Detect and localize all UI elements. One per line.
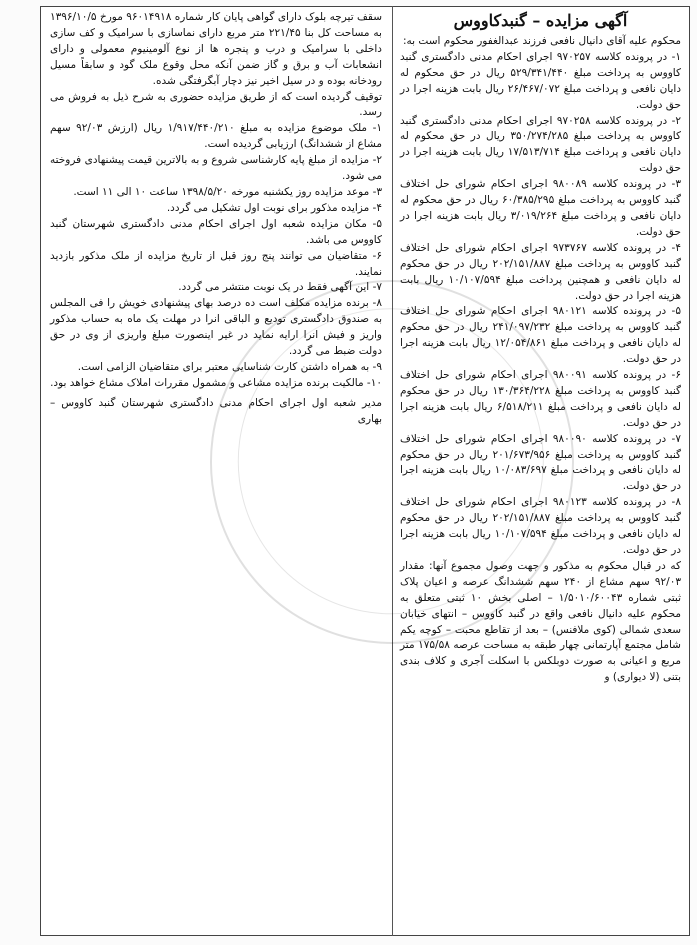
case-item-6: ۶- در پرونده کلاسه ۹۸۰۰۹۱ اجرای احکام شورای حل اختلاف گنبد کاووس به پرداخت مبلغ ۱۳۰/۳۶۴/۲۲۸ ریال در حق محکوم له دایان نافعی و پرداخت مبلغ ۶/۵۱۸/۲۱۱ ریال بابت هزینه اجرا در حق دولت.	[400, 369, 682, 429]
condition-3: ۳- موعد مزایده روز یکشنبه مورخه ۱۳۹۸/۵/۲۰ ساعت ۱۰ الی ۱۱ است.	[73, 185, 382, 198]
condition-10: ۱۰- مالکیت برنده مزایده مشاعی و مشمول مقررات املاک مشاع خواهد بود.	[50, 376, 382, 389]
property-description-continued: سقف تیرچه بلوک دارای گواهی پایان کار شماره ۹۶۰۱۴۹۱۸ مورخ ۱۳۹۶/۱۰/۵ به مساحت کل بنا ۲۲۱/۴۵ متر مربع دارای نماسازی با سرامیک و کف سازی داخلی با سرامیک و درب و پنجره ها از نوع آلومینیوم معمولی و دارای انشعابات آب و برق و گاز ضمن آنکه محل وقوع ملک گود و سابقاً مسیل رودخانه بوده و در سیل اخیر نیز دچار آبگرفتگی شده.	[50, 11, 382, 87]
column-divider	[392, 6, 393, 936]
condition-6: ۶- متقاضیان می توانند پنج روز قبل از تاریخ مزایده از ملک مذکور بازدید نمایند.	[50, 249, 382, 278]
case-item-1: ۱- در پرونده کلاسه ۹۷۰۲۵۷ اجرای احکام مدنی دادگستری گنبد کاووس به پرداخت مبلغ ۵۲۹/۳۴۱/۴۴۰ ریال در حق محکوم له دایان نافعی و پرداخت مبلغ ۲۶/۴۶۷/۰۷۲ ریال بابت هزینه اجرا در حق دولت.	[400, 50, 681, 111]
property-description: که در قبال محکوم به مذکور و جهت وصول مجموع آنها: مقدار ۹۲/۰۳ سهم مشاع از ۲۴۰ سهم ششدانگ عرصه و اعیان پلاک ثبتی شماره ۱/۵۰۱۰/۶۰۰۴۳ – اصلی بخش ۱۰ ثبتی متعلق به محکوم علیه دانیال نافعی واقع در گنبد کاووس – انتهای خیابان سعدی شمالی (کوی ملافنس) – بعد از تقاطع محبت – کوچه یکم شامل مجتمع آپارتمانی چهار طبقه به مساحت عرصه ۱۷۵/۵۸ متر مربع و اعیانی به صورت دوبلکس با اسکلت آجری و کلاف بندی بتنی (لا دیواری) و	[400, 559, 682, 684]
case-item-7: ۷- در پرونده کلاسه ۹۸۰۰۹۰ اجرای احکام شورای حل اختلاف گنبد کاووس به پرداخت مبلغ ۲۰۱/۶۷۳/۹۵۶ ریال در حق محکوم له دایان نافعی و پرداخت مبلغ ۱۰/۰۸۳/۶۹۷ ریال بابت هزینه اجرا در حق دولت.	[400, 432, 681, 493]
condition-8: ۸- برنده مزایده مکلف است ده درصد بهای پیشنهادی خویش را فی المجلس به صندوق دادگستری تودیع و الباقی انرا در مهلت یک ماه به حساب مذکور واریز و فیش انرا ارایه نماید در غیر اینصورت مبلغ واریزی از وی در حق دولت ضبط می گردد.	[50, 297, 382, 358]
right-column	[398, 10, 683, 935]
seizure-statement: توقیف گردیده است که از طریق مزایده حضوری به شرح ذیل به فروش می رسد.	[50, 90, 382, 119]
intro-paragraph: محکوم علیه آقای دانیال نافعی فرزند عبدالغفور محکوم است به:	[402, 35, 681, 47]
case-item-4: ۴- در پرونده کلاسه ۹۷۳۷۶۷ اجرای احکام شورای حل اختلاف گنبد کاووس به پرداخت مبلغ ۲۰۲/۱۵۱/۸۸۷ ریال در حق محکوم له دایان نافعی و همچنین پرداخت مبلغ ۱۰/۱۰۷/۵۹۴ ریال بابت هزینه اجرا در حق دولت.	[400, 241, 681, 302]
signature: مدیر شعبه اول اجرای احکام مدنی دادگستری شهرستان گنبد کاووس – بهاری	[50, 396, 382, 425]
left-column	[48, 10, 384, 935]
case-item-2: ۲- در پرونده کلاسه ۹۷۰۲۵۸ اجرای احکام مدنی دادگستری گنبد کاووس به پرداخت مبلغ ۳۵۰/۲۷۴/۲۸۵ ریال در حق محکوم له دایان نافعی و پرداخت مبلغ ۱۷/۵۱۳/۷۱۴ ریال بابت هزینه اجرا در حق دولت	[400, 114, 681, 175]
case-item-8: ۸- در پرونده کلاسه ۹۸۰۱۲۳ اجرای احکام شورای حل اختلاف گنبد کاووس به پرداخت مبلغ ۲۰۲/۱۵۱/۸۸۷ ریال در حق محکوم له دایان نافعی و پرداخت مبلغ ۱۰/۱۰۷/۵۹۴ ریال بابت هزینه اجرا در حق دولت.	[400, 496, 681, 556]
condition-7: ۷- این آگهی فقط در یک نوبت منتشر می گردد.	[178, 281, 382, 294]
condition-4: ۴- مزایده مذکور برای نوبت اول تشکیل می گردد.	[166, 201, 382, 214]
condition-1: ۱- ملک موضوع مزایده به مبلغ ۱/۹۱۷/۴۴۰/۲۱۰ ریال (ارزش ۹۲/۰۳ سهم مشاع از ششدانگ) ارزیابی گردیده است.	[50, 122, 383, 151]
condition-2: ۲- مزایده از مبلغ پایه کارشناسی شروع و به بالاترین قیمت پیشنهادی فروخته می شود.	[50, 154, 382, 183]
case-item-5: ۵- در پرونده کلاسه ۹۸۰۱۲۱ اجرای احکام شورای حل اختلاف گنبد کاووس به پرداخت مبلغ ۲۴۱/۰۹۷/۲۳۲ ریال در حق محکوم له دایان نافعی و پرداخت مبلغ ۱۲/۰۵۴/۸۶۱ ریال بابت هزینه اجرا در حق دولت.	[400, 305, 681, 366]
case-item-3: ۳- در پرونده کلاسه ۹۸۰۰۸۹ اجرای احکام شورای حل اختلاف گنبد کاووس به پرداخت مبلغ ۶۰/۳۸۵/۲۹۵ ریال در حق محکوم له دایان نافعی و پرداخت مبلغ ۳/۰۱۹/۲۶۴ ریال بابت هزینه اجرا در حق دولت.	[400, 178, 682, 238]
condition-9: ۹- به همراه داشتن کارت شناسایی معتبر برای متقاضیان الزامی است.	[77, 360, 382, 373]
notice-title: آگهی مزایده – گنبدکاووس	[453, 11, 628, 30]
condition-5: ۵- مکان مزایده شعبه اول اجرای احکام مدنی دادگستری شهرستان گنبد کاووس می باشد.	[50, 217, 382, 246]
